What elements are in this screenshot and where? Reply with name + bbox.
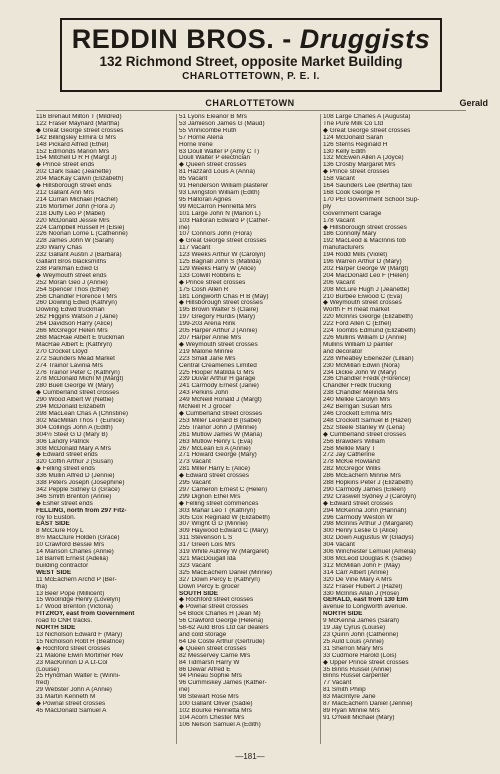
directory-entry: 107 Connors John (Flora): [179, 231, 252, 238]
directory-entry: 298 McInnis Arthur J (Margaret): [323, 521, 413, 528]
directory-entry: 325 MacEachern Daniel (Minnie): [179, 569, 273, 576]
directory-entry: 296 Carmody Weston W: [323, 514, 393, 521]
directory-entry: ◆ Edward street crosses: [323, 500, 393, 507]
directory-entry: 83 MacIntyre Jane: [323, 694, 376, 701]
directory-entry: building contractor: [36, 562, 89, 569]
directory-entry: 252 Steele Stanley W (Lena): [323, 424, 405, 431]
directory-entry: 305 Cox Reginald W (Elizabeth): [179, 514, 270, 521]
directory-entry: 264 Davidson Harry (Alice): [36, 321, 113, 328]
directory-entry: 304 Vacant: [323, 542, 355, 549]
directory-entry: 108 Large Charles A (Augusta): [323, 114, 411, 120]
directory-entry: 239 Duvar Arthur H garage: [179, 376, 256, 383]
directory-entry: 84 Tidmarsh Harry W: [179, 659, 240, 666]
directory-entry: ◆ Hillsborough street crosses: [323, 224, 407, 231]
directory-entry: 136 Crosby Margaret Mrs: [323, 162, 396, 169]
directory-entry: 298 MacLean Chas A (Christine): [36, 410, 129, 417]
directory-entry: 302 Down Augustus W (Gladys): [323, 535, 414, 542]
directory-entry: 93 Livingston William (Edith): [179, 189, 260, 196]
directory-entry: 63 Doull Walter P (Amy C T): [179, 148, 260, 155]
directory-entry: 223 Small Jane Mrs: [179, 355, 236, 362]
directory-entry: 317 Green Lois Mrs: [179, 542, 236, 549]
directory-entry: ◆ Rochford street crosses: [36, 645, 111, 652]
directory-entry: 103 Halloran Edward P (Cather-: [179, 217, 270, 224]
directory-entry: Mullins William D painter: [323, 341, 393, 348]
directory-entry: ◆ Great George street crosses: [179, 238, 267, 245]
directory-entry: 82 Messervey Carrie Mrs: [179, 652, 251, 659]
directory-entry: 320 De Vine Mary A Mrs: [323, 576, 392, 583]
directory-entry: ◆ Pownal street crosses: [179, 604, 249, 611]
directory-entry: 299 Dignon Ethel Mrs: [179, 493, 241, 500]
directory-entry: 133 Colwill Robbins E: [179, 272, 242, 279]
directory-entry: ◆ Weymouth street crosses: [179, 341, 258, 348]
directory-entry: 210 Burbee Elwood C (Eva): [323, 293, 403, 300]
ad-title: [62, 24, 440, 54]
directory-entry: 225 Hooper Matilda G Mrs: [179, 369, 254, 376]
directory-entry: 224 Campbell Russell H (Elsie): [36, 224, 125, 231]
directory-entry: Chandler Fredk trucking: [323, 383, 392, 390]
directory-entry: 222 Ford Allen C (Ethel): [323, 321, 392, 328]
directory-entry: The Pure Milk Co Ltd: [323, 120, 384, 127]
directory-entry: manufacturers: [323, 245, 364, 252]
directory-entry: 295 Vacant: [179, 480, 211, 487]
directory-entry: 87 MacEachern Daniel (Jennie): [323, 701, 413, 708]
column-divider: [320, 114, 321, 744]
directory-entry: 303 Mahar Leo T (Kathryn): [179, 507, 256, 514]
directory-entry: 31 Martin Kenneth M: [36, 694, 96, 701]
directory-entry: 89 Ryan Minnie Mrs: [323, 707, 380, 714]
header-rule: [36, 110, 466, 111]
directory-entry: ine): [179, 687, 190, 694]
directory-entry: 23 Quinn John (Catherine): [323, 631, 399, 638]
directory-entry: 267 McLean Eli A (Annie): [179, 445, 251, 452]
directory-entry: ◆ Queen street crosses: [179, 645, 247, 652]
directory-entry: 258 Melkle Mary T: [323, 445, 376, 452]
directory-entry: 202 Clark Isaac (Jeanette): [36, 169, 111, 176]
directory-entry: 130 Kelly Edith: [323, 148, 366, 155]
directory-entry: 148 Pickard Alfred (Ethel): [36, 141, 109, 148]
directory-entry: 226 Mullins William D (Annie): [323, 335, 407, 341]
section-heading: NORTH SIDE: [323, 611, 363, 618]
directory-entry: 212 Gallant Ann Mrs: [36, 189, 94, 196]
directory-entry: 14 Manson Charles (Annie): [36, 549, 114, 556]
directory-entry: 207 Harper Annie Mrs: [179, 335, 242, 341]
directory-entry: 142 Billingsley Elmira G Mrs: [36, 134, 116, 141]
directory-entry: 54 Block Charles H (Jean M): [179, 611, 261, 618]
directory-entry: 195 Brown Walter S (Claire): [179, 307, 259, 314]
directory-entry: 31 Sherron Mary Mrs: [323, 645, 384, 652]
directory-entry: ◆ Edward street crosses: [179, 473, 249, 480]
directory-entry: MacRae Albert E (Kathryn): [36, 341, 113, 348]
directory-entry: and decorator: [323, 348, 363, 355]
directory-entry: ◆ Rochford street crosses: [179, 597, 254, 604]
directory-entry: 255 Trainor John J (Minnie): [179, 424, 257, 431]
directory-entry: 220 McInnis George (Elizabeth): [323, 314, 413, 321]
directory-entry: 77 Vacant: [323, 680, 352, 687]
directory-entry: 319 White Aubrey W (Margaret): [179, 549, 269, 556]
directory-entry: 181 Longworth Chas H B (May): [179, 293, 269, 300]
directory-entry: 15 Nicholson Robt H (Beatrice): [36, 638, 125, 645]
directory-entry: 302 MacMillan Thos T (Eunice): [36, 417, 125, 424]
directory-entry: 35 Binns Russel (Annie): [323, 666, 392, 673]
directory-entry: fred): [36, 680, 50, 687]
directory-entry: 308 McDonald Mary A Mrs: [36, 445, 111, 452]
directory-entry: 230 McMillan Edwin (Nora): [323, 362, 400, 369]
directory-entry: ◆ Cumberland street crosses: [36, 390, 120, 397]
directory-entry: 204 MacDonald Leo F (Helen): [323, 272, 409, 279]
directory-entry: 208 McLure Hugh J (Jeanette): [323, 286, 410, 293]
directory-entry: 280 Buell George W (Mary): [36, 383, 114, 390]
directory-entry: ◆ Queen street crosses: [179, 162, 247, 169]
directory-entry: Binns Russel carpenter: [323, 673, 390, 680]
directory-entry: Dowling Edwd truckman: [36, 307, 105, 314]
directory-entry: ◆ Great George street crosses: [36, 127, 124, 134]
directory-entry: 238 Chandler Melinda Mrs: [323, 390, 398, 397]
directory-entry: 327 Down Percy E (Kathryn): [179, 576, 260, 583]
page-folio: —181—: [235, 752, 265, 761]
directory-entry: 309 Haywood Edward C (Mary): [179, 528, 269, 535]
directory-entry: 286 McEachern Minnie Mrs: [323, 473, 401, 480]
directory-entry: 236 Chandler Fredk (Florence): [323, 376, 411, 383]
directory-entry: 94 Pineau Sophie Mrs: [179, 673, 242, 680]
directory-column-1: [36, 114, 190, 746]
directory-entry: 288 Hopkins Peter J (Elizabeth): [323, 480, 413, 487]
directory-column-3: [323, 114, 477, 746]
directory-entry: 8 McClure Roy L: [36, 528, 84, 535]
directory-entry: 25 Auld Louis (Annie): [323, 638, 384, 645]
directory-entry: 199-203 Arena Rink: [179, 321, 236, 328]
directory-entry: 51 Lyons Eleanor B Mrs: [179, 114, 247, 120]
directory-entry: 320 Coffin Arthur J (Susan): [36, 459, 113, 466]
directory-entry: 307 Wright G D (Minnie): [179, 521, 248, 528]
directory-entry: 192 MacLeod & MacInnis tob: [323, 238, 406, 245]
directory-entry: 290 Carmody James (Eileen): [323, 486, 406, 493]
ad-title-dash: -: [274, 24, 300, 54]
directory-entry: 243 Perkins John: [179, 390, 229, 397]
directory-entry: roy to Euston.: [36, 514, 76, 521]
directory-entry: ine): [179, 224, 190, 231]
directory-entry: 219 Malone Minnie: [179, 348, 233, 355]
directory-entry: ◆ Prince street crosses: [179, 279, 246, 286]
directory-entry: 100 Gallant Oliver (Sadie): [179, 701, 253, 708]
directory-entry: 241 Carmody Ernest (Janie): [179, 383, 259, 390]
directory-entry: 202 Harper George W (Margt): [323, 265, 409, 272]
directory-entry: 17 Wood Brenton (Victoria): [36, 604, 113, 611]
directory-entry: (Louise): [36, 666, 60, 673]
directory-entry: 220 McDonald Jessie Mrs: [36, 217, 110, 224]
directory-entry: 224 Toombs Edmund (Elizabeth): [323, 328, 416, 335]
directory-entry: 342 Pepple Sidney G (Grace): [36, 486, 120, 493]
directory-entry: 10 Crawford Bessie Mrs: [36, 542, 105, 549]
directory-entry: 306 Landry Patrick: [36, 438, 90, 445]
section-heading: FELLING, north from 297 Fitz-: [36, 507, 127, 514]
directory-entry: 330 McInnis Allan J (Rose): [323, 590, 400, 597]
directory-entry: ◆ Prince street ends: [36, 162, 95, 169]
directory-entry: McNeill R J grocer: [179, 404, 232, 411]
directory-entry: 13 Nicholson Edward F (Mary): [36, 631, 123, 638]
directory-entry: 263 Mutlow Henry L (Eva): [179, 438, 253, 445]
directory-entry: 23 MacKinnon D A Lt-Col: [36, 659, 108, 666]
directory-entry: 292 Craswell Sydney J (Carolyn): [323, 493, 417, 500]
directory-entry: 116 Brehaut Milton T (Mildred): [36, 114, 122, 120]
directory-entry: 15 Woolridge Henry (Lovelyn): [36, 597, 121, 604]
directory-entry: 104 Acorn Chester Mrs: [179, 714, 245, 721]
directory-entry: 178 Vacant: [323, 217, 355, 224]
directory-entry: 346 Smith Brenton (Annie): [36, 493, 112, 500]
directory-entry: 186 Connolly Mary: [323, 231, 377, 238]
column-divider: [176, 114, 177, 744]
directory-entry: 271 Howard George (Mary): [179, 452, 257, 459]
directory-entry: 21 Malone Elwin Mortimer Rev: [36, 652, 124, 659]
directory-entry: 256 Chandler Florence I Mrs: [36, 293, 117, 300]
directory-entry: 254 Spencer Thos (Ethel): [36, 286, 109, 293]
directory-entry: ◆ Pownal street crosses: [36, 701, 106, 708]
section-heading: FITZROY, east from Government: [36, 611, 135, 618]
directory-entry: 246 Crockett Emma Mrs: [323, 410, 392, 417]
directory-entry: 232 Gallant Austin J (Barbara): [36, 252, 122, 259]
directory-entry: 29 Webster John A (Annie): [36, 687, 112, 694]
directory-entry: ◆ Upper Prince street crosses: [323, 659, 409, 666]
directory-entry: Horne Irene: [179, 141, 213, 148]
directory-entry: 297 Cameron Ernest C (Helen): [179, 486, 268, 493]
ad-title-druggists: Druggists: [299, 24, 431, 54]
directory-entry: 322 Fraser Hubert J (Hazel): [323, 583, 403, 590]
directory-entry: 281 Miller Harry E (Alice): [179, 466, 251, 473]
directory-entry: 102 Bourke Henrietta Mrs: [179, 707, 252, 714]
directory-entry: 56 Crawford George (Helena): [179, 618, 264, 625]
directory-entry: 25 Hyndman Walter E (Winni-: [36, 673, 121, 680]
directory-entry: 8½ MacClure Holden (Grace): [36, 535, 120, 542]
directory-entry: 228 James John W (Sarah): [36, 238, 114, 245]
directory-column-2: [179, 114, 333, 746]
directory-entry: 249 McNeill Ronald J (Margt): [179, 397, 262, 404]
running-head-street: Gerald: [459, 98, 488, 108]
directory-entry: 206 Vacant: [323, 279, 355, 286]
directory-entry: 96 Cummiskey James (Kather-: [179, 680, 267, 687]
directory-entry: 312 McMillan John F (May): [323, 562, 401, 569]
directory-entry: 170 PEI Government School Sup-: [323, 196, 420, 203]
directory-entry: 323 Vacant: [179, 562, 211, 569]
section-heading: WEST SIDE: [36, 569, 72, 576]
directory-entry: ◆ Weymouth street crosses: [323, 300, 402, 307]
directory-entry: 152 Edmonds Marion Mrs: [36, 148, 110, 155]
directory-entry: ◆ Great George street crosses: [323, 127, 411, 134]
directory-entry: ◆ Esher street ends: [36, 500, 93, 507]
directory-entry: 234 Dickie John W (Mary): [323, 369, 397, 376]
directory-entry: 282 McGregor Willis: [323, 466, 381, 473]
directory-entry: 205 Harper Arthur J (Annie): [179, 328, 258, 335]
directory-entry: 106 Nelson Samuel A (Edith): [179, 721, 261, 728]
directory-entry: 261 Mutlow James W (Maria): [179, 431, 263, 438]
directory-entry: ◆ Hillsborough street crosses: [179, 300, 263, 307]
running-head-city: CHARLOTTETOWN: [205, 98, 295, 108]
directory-entry: 18 Barrett Ernest (Adelia): [36, 556, 109, 562]
directory-entry: 64 De Coste Arthur (Gertrude): [179, 638, 265, 645]
directory-entry: 253 Miller Leonard B (Isabel): [179, 417, 262, 424]
directory-entry: 154 Mitchell D R H (Margt J): [36, 155, 117, 162]
directory-entry: ◆ Edward street ends: [36, 452, 98, 459]
directory-entry: 99 McCarron Henrietta Mrs: [179, 203, 257, 210]
directory-entry: 85 Vacant: [179, 176, 208, 183]
directory-entry: 81 Hazzard Louis A (Anna): [179, 169, 256, 176]
directory-entry: 53 Jamieson James G (Maud): [179, 120, 265, 127]
ad-city: CHARLOTTETOWN, P. E. I.: [182, 71, 320, 82]
directory-entry: 175 Cosh Allen R: [179, 286, 229, 293]
directory-entry: ◆ Cumberland street crosses: [179, 410, 263, 417]
directory-entry: 248 Crockett Samuel B (Hazel): [323, 417, 412, 424]
section-heading: SOUTH SIDE: [179, 590, 219, 597]
directory-entry: 278 McDonald Michl M (Margt): [36, 376, 124, 383]
reddin-bros-advertisement: [60, 18, 442, 92]
directory-entry: 306 Winchester Lemuel (Amelia): [323, 549, 416, 556]
directory-entry: Doull Walter P electrician: [179, 155, 251, 162]
directory-entry: 228 Wheatley Ebenezer (Lillian): [323, 355, 414, 362]
directory-entry: 194 Rodd Mills (Violet): [323, 252, 388, 259]
directory-entry: Gallant Bros blacksmiths: [36, 259, 107, 266]
directory-entry: 19 Jay Cyrus (Louise): [323, 625, 386, 632]
directory-entry: 273 Vacant: [179, 459, 211, 466]
directory-entry: 45 MacDonald Samuel A: [36, 707, 107, 714]
directory-entry: 95 Halloran Agnes: [179, 196, 232, 203]
directory-entry: 338 Peters Joseph (Josephine): [36, 480, 125, 487]
section-heading: NORTH SIDE: [36, 625, 76, 632]
directory-entry: Government Garage: [323, 210, 382, 217]
directory-entry: 278 McKie Rowland: [323, 459, 380, 466]
directory-entry: 98 Stewart Rose Mrs: [179, 694, 239, 701]
directory-entry: road to CNR tracks.: [36, 618, 93, 625]
directory-entry: 336 Mullin Alfred D (Jennie): [36, 473, 115, 480]
directory-entry: tha): [36, 583, 48, 590]
directory-entry: 272 Jay Catherine: [323, 452, 375, 459]
ad-title-reddin: REDDIN BROS.: [71, 24, 275, 54]
directory-entry: 216 Mortimer John (Flora J): [36, 203, 115, 210]
directory-entry: 308 McLeod Douglas K (Sadie): [323, 556, 412, 562]
directory-entry: Central Creameries Limited: [179, 362, 257, 369]
directory-entry: 294 McDonald Elizabeth: [36, 404, 106, 411]
directory-entry: 294 McKenna John (Hannah): [323, 507, 407, 514]
directory-entry: 196 Warren Arthur D (Mary): [323, 259, 402, 266]
directory-entry: 270 Crocket Lloyd: [36, 348, 88, 355]
directory-entry: ◆ Felling street ends: [36, 466, 95, 473]
directory-entry: 158 Vacant: [323, 176, 355, 183]
directory-entry: 230 Warry Chas: [36, 245, 82, 252]
directory-entry: 214 Curran Michael (Rachel): [36, 196, 118, 203]
directory-entry: Down Percy E grocer: [179, 583, 240, 590]
directory-entry: avenue to Longworth avenue.: [323, 604, 408, 611]
directory-entry: 272 Saunders Mead Market: [36, 355, 115, 362]
directory-entry: 260 Dowling Edwd (Kathryn): [36, 300, 117, 307]
directory-entry: 122 Fraser Maynard (Martha): [36, 120, 120, 127]
directory-entry: 164 Saunders Lee (Bertha) taxi: [323, 183, 412, 190]
directory-entry: 126 Sterns Reginald H: [323, 141, 388, 148]
directory-entry: ◆ Hillsborough street ends: [36, 183, 112, 190]
directory-entry: 117 Vacant: [179, 245, 211, 252]
directory-entry: 304 Collings John A (Edith): [36, 424, 113, 431]
section-heading: GERALD, east from 130 Elm: [323, 597, 409, 604]
directory-entry: 242 Berrigan Susan Mrs: [323, 404, 392, 411]
section-heading: EAST SIDE: [36, 521, 70, 528]
directory-entry: 321 MacDougall Ida: [179, 556, 236, 562]
directory-entry: 123 Weeks Arthur W (Carolyn): [179, 252, 266, 259]
directory-entry: 81 Smith Philip: [323, 687, 366, 694]
directory-entry: 240 Melkle Carolyn Mrs: [323, 397, 391, 404]
directory-entry: 262 Higgins Watson J (Jane): [36, 314, 118, 321]
directory-entry: 9 McKenna James (Sarah): [323, 618, 400, 625]
directory-entry: 256 Brawders William: [323, 438, 385, 445]
directory-entry: 33 Cudmore Harold (Lois): [323, 652, 397, 659]
directory-entry: ply: [323, 203, 332, 210]
directory-entry: ◆ Cumberland street crosses: [323, 431, 407, 438]
directory-entry: and cold storage: [179, 631, 227, 638]
directory-entry: 266 McGregor Helen Mrs: [36, 328, 108, 335]
directory-entry: 300 Henry Leslie G (Alice): [323, 528, 398, 535]
directory-entry: 57 Horne Alena: [179, 134, 224, 141]
directory-entry: 86 Dewar Alfred E: [179, 666, 231, 673]
directory-entry: 58-62 Auld Bros Ltd car dealers: [179, 625, 269, 632]
directory-entry: ◆ Prince street crosses: [323, 169, 390, 176]
directory-entry: 311 Stevenson L S: [179, 535, 233, 542]
directory-entry: 91 O'Neill Michael (Mary): [323, 714, 395, 721]
directory-entry: 276 Trainor Peter C (Kathryn): [36, 369, 120, 376]
directory-entry: 11 McEachern Archd P (Ber-: [36, 576, 117, 583]
ad-address: 132 Richmond Street, opposite Market Building: [99, 54, 403, 69]
directory-entry: 197 Gregory Hurdis (Mary): [179, 314, 255, 321]
directory-entry: 226 Noonan Lorne L (Catherine): [36, 231, 128, 238]
directory-entry: 304½ Steel G D (Mary B): [36, 431, 108, 438]
directory-entry: 204 MacKay Calvin (Elizabeth): [36, 176, 124, 183]
directory-entry: 13 Beer Pope (Millicent): [36, 590, 105, 597]
directory-entry: ◆ Felling street commences: [179, 500, 259, 507]
directory-entry: 168 Cook George H: [323, 189, 380, 196]
directory-entry: 129 Weeks Harry W (Alice): [179, 265, 256, 272]
directory-entry: Worth F H meat market: [323, 307, 390, 314]
directory-entry: 101 Large John N (Marion L): [179, 210, 261, 217]
directory-entry: 218 Duffy Leo P (Mabel): [36, 210, 106, 217]
directory-entry: 91 Henderson William plasterer: [179, 183, 269, 190]
directory-entry: ◆ Weymouth street ends: [36, 272, 107, 279]
directory-entry: 268 MacRae Albert E truckman: [36, 335, 125, 341]
directory-entry: 132 McEwen Allen A (Joyce): [323, 155, 404, 162]
directory-entry: 238 Parkman Edwd G: [36, 265, 99, 272]
directory-entry: 252 Moran Geo J (Annie): [36, 279, 108, 286]
directory-entry: 314 Carr Albert (Annie): [323, 569, 389, 576]
directory-entry: 125 Bagnall John S (Matilda): [179, 259, 262, 266]
directory-entry: 124 McDonald Sarah: [323, 134, 384, 141]
directory-entry: 55 Vinnicombe Ruth: [179, 127, 237, 134]
directory-entry: 290 Wood Albert W (Nettie): [36, 397, 114, 404]
directory-entry: 274 Trainor Lavinia Mrs: [36, 362, 103, 369]
